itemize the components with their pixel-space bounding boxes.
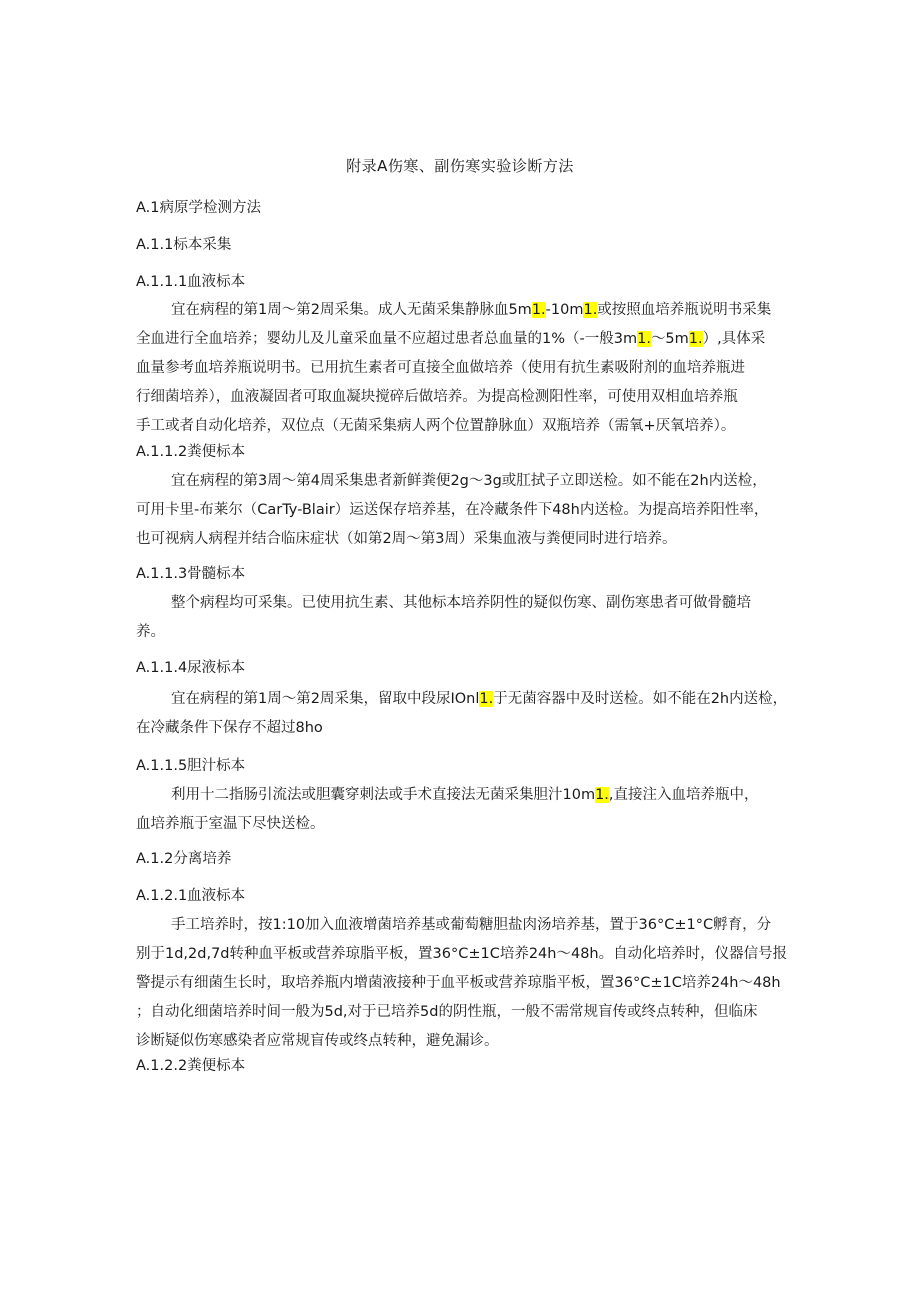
paragraph-line: ；自动化细菌培养时间一般为5d,对于已培养5d的阴性瓶，一般不需常规盲传或终点转种，但临床 xyxy=(136,1004,758,1020)
heading-a11: A.1.1标本采集 xyxy=(136,237,232,253)
paragraph-line: 血培养瓶于室温下尽快送检。 xyxy=(136,816,325,832)
paragraph-line: 血量参考血培养瓶说明书。已用抗生素者可直接全血做培养（使用有抗生素吸附剂的血培养瓶进 xyxy=(136,360,745,376)
highlight-mark: 1. xyxy=(583,302,598,318)
paragraph-blood-sample xyxy=(136,296,792,441)
paragraph-line: 手工培养时，按1:10加入血液增菌培养基或葡萄糖胆盐肉汤培养基，置于36°C±1°C孵育，分 xyxy=(171,917,772,933)
paragraph-line: 宜在病程的第1周～第2周采集。成人无菌采集静脉血5m1.-10m1.或按照血培养瓶说明书采集 xyxy=(171,302,772,318)
paragraph-line: 全血进行全血培养；婴幼儿及儿童采血量不应超过患者总血量的1%（-一般3m1.～5m1.）,具体采 xyxy=(136,331,766,347)
heading-a114: A.1.1.4尿液标本 xyxy=(136,660,246,676)
paragraph-line: 警提示有细菌生长时，取培养瓶内增菌液接种于血平板或营养琼脂平板，置36°C±1C培养24h～48h xyxy=(136,975,781,991)
paragraph-line: 可用卡里-布莱尔（CarTy-Blair）运送保存培养基，在冷藏条件下48h内送检。为提高培养阳性率， xyxy=(136,502,769,518)
highlight-mark: 1. xyxy=(595,787,609,803)
paragraph-bile-sample xyxy=(136,781,792,839)
highlight-mark: 1. xyxy=(531,302,546,318)
paragraph-line: 养。 xyxy=(136,624,165,640)
paragraph-line: 行细菌培养），血液凝固者可取血凝块搅碎后做培养。为提高检测阳性率，可使用双相血培养瓶 xyxy=(136,389,738,405)
heading-a12: A.1.2分离培养 xyxy=(136,851,232,867)
document-title: 附录A伤寒、副伤寒实验诊断方法 xyxy=(346,157,574,175)
paragraph-line: 整个病程均可采集。已使用抗生素、其他标本培养阴性的疑似伤寒、副伤寒患者可做骨髓培 xyxy=(171,595,751,611)
paragraph-line: 别于1d,2d,7d转种血平板或营养琼脂平板，置36°C±1C培养24h～48h。自动化培养时，仪器信号报 xyxy=(136,946,788,962)
paragraph-line: 也可视病人病程并结合临床症状（如第2周～第3周）采集血液与粪便同时进行培养。 xyxy=(136,531,677,547)
heading-a111: A.1.1.1血液标本 xyxy=(136,274,246,290)
heading-a122: A.1.2.2粪便标本 xyxy=(136,1058,246,1074)
paragraph-stool-sample xyxy=(136,467,792,554)
highlight-mark: 1. xyxy=(637,331,651,347)
heading-a112: A.1.1.2粪便标本 xyxy=(136,444,246,460)
paragraph-line: 利用十二指肠引流法或胆囊穿刺法或手术直接法无菌采集胆汁10m1.,直接注入血培养瓶中， xyxy=(171,787,759,803)
paragraph-line: 诊断疑似伤寒感染者应常规盲传或终点转种，避免漏诊。 xyxy=(136,1033,499,1049)
heading-a1: A.1病原学检测方法 xyxy=(136,200,261,216)
heading-a115: A.1.1.5胆汁标本 xyxy=(136,758,246,774)
paragraph-urine-sample xyxy=(136,685,792,743)
paragraph-line: 手工或者自动化培养，双位点（无菌采集病人两个位置静脉血）双瓶培养（需氧+厌氧培养）。 xyxy=(136,418,736,434)
paragraph-marrow-sample xyxy=(136,589,792,647)
heading-a113: A.1.1.3骨髓标本 xyxy=(136,566,246,582)
highlight-mark: 1. xyxy=(479,691,494,707)
highlight-mark: 1. xyxy=(688,331,703,347)
paragraph-line: 宜在病程的第3周～第4周采集患者新鲜粪便2g～3g或肛拭子立即送检。如不能在2h内送检， xyxy=(171,473,767,489)
paragraph-line: 在冷藏条件下保存不超过8ho xyxy=(136,720,323,736)
paragraph-blood-culture xyxy=(136,911,792,1056)
paragraph-line: 宜在病程的第1周～第2周采集，留取中段尿IOnl1.于无菌容器中及时送检。如不能在2h内送检， xyxy=(171,691,788,707)
heading-a121: A.1.2.1血液标本 xyxy=(136,888,246,904)
